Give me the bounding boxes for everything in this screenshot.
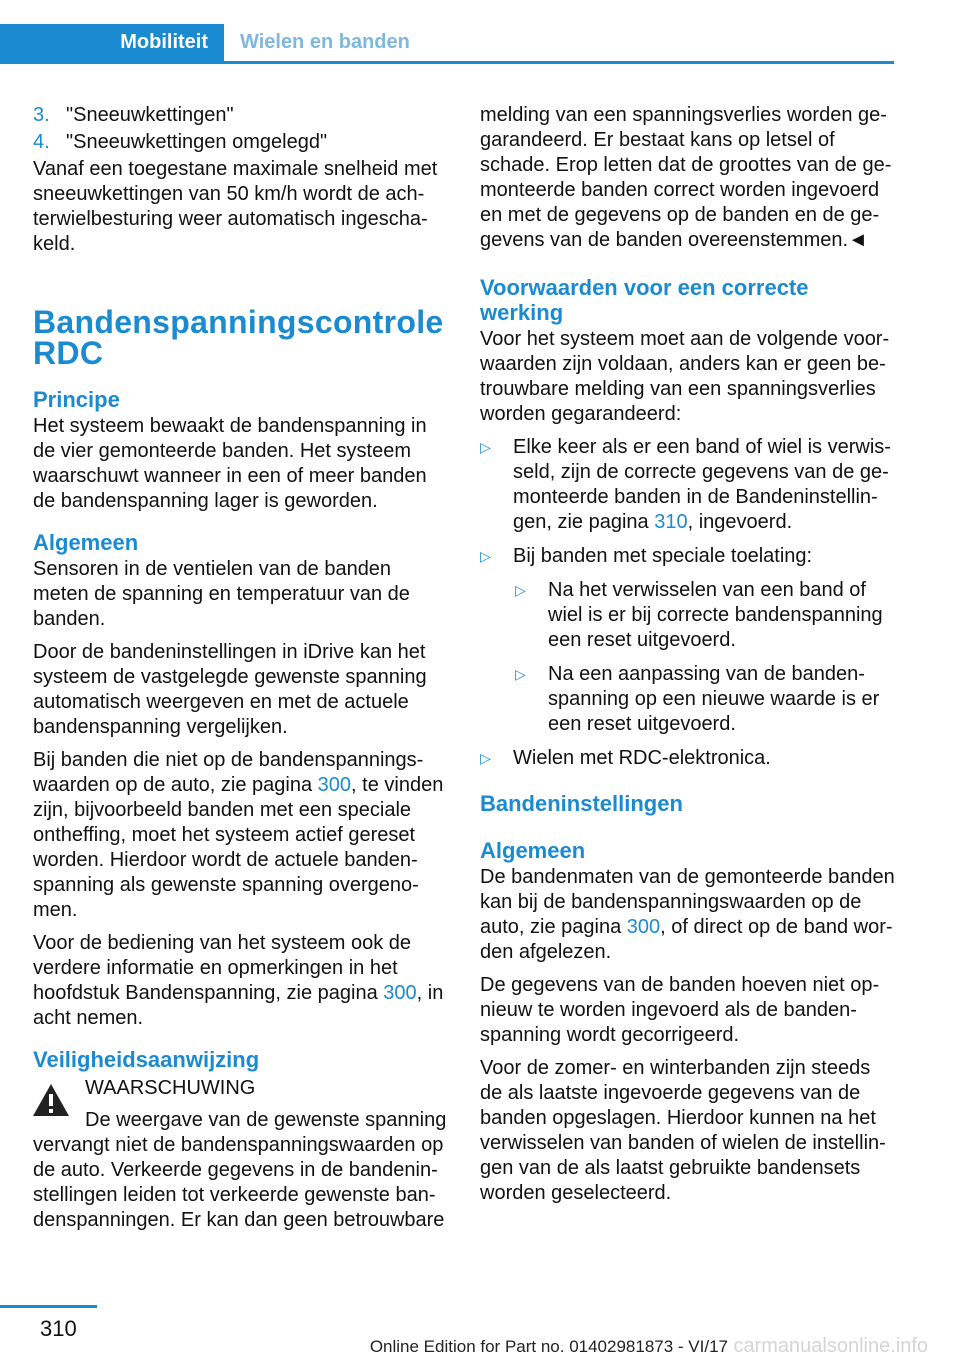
bullet-arrow-icon: ▷	[480, 548, 491, 564]
warning-triangle-icon	[31, 1082, 71, 1118]
list-number: 4.	[33, 131, 50, 153]
warning-title: WAARSCHUWING	[85, 1077, 256, 1099]
text-segment: De bandenmaten van de gemonteerde banden kan bij de bandenspanningswaarden op de auto, zie pagina	[480, 866, 895, 938]
list-text: "Sneeuwkettingen omgelegd"	[66, 131, 328, 153]
text-segment: , ingevoerd.	[687, 511, 793, 533]
page-link-310[interactable]: 310	[654, 511, 688, 533]
page-link-300[interactable]: 300	[383, 982, 417, 1004]
paragraph-principe: Het systeem bewaakt de bandenspanning in de vier gemonteerde banden. Het systeem waarschuwt wanneer in een of meer banden de bandenspanning lager is geworden.	[33, 415, 427, 512]
paragraph-algemeen-4	[33, 931, 449, 1031]
page-link-300[interactable]: 300	[317, 774, 352, 796]
bullet-text: Bij banden met speciale toelating:	[513, 545, 813, 567]
tab-wielen-en-banden[interactable]: Wielen en banden	[240, 31, 410, 53]
text-segment: Elke keer als er een band of wiel is verwis- seld, zijn de correcte gegevens van de ge- monteerde banden in de Bandeninstellin- gen, zie pagina	[513, 436, 891, 533]
warning-text: De weergave van de gewenste spanning vervangt niet de bandenspanningswaarden op de auto. Verkeerde gegevens in de bandenin- stellingen leiden tot verkeerde gewenste ban- denspanningen. Er kan dan geen betrouwbare	[33, 1109, 447, 1231]
paragraph-algemeen-3	[33, 748, 449, 923]
list-item	[480, 544, 896, 569]
watermark: carmanualsonline.info	[733, 1335, 928, 1357]
paragraph-bandeninst-3: Voor de zomer- en winterbanden zijn steeds de als laatste ingevoerde gegevens van de banden opgeslagen. Hierdoor kunnen na het verwisselen van banden of wielen de instellin- gen van de als laatst gebruikte bandensets worden geselecteerd.	[480, 1057, 886, 1204]
list-item	[33, 103, 449, 128]
heading-voorwaarden: Voorwaarden voor een correcte werking	[480, 275, 809, 325]
heading-bandeninstellingen: Bandeninstellingen	[480, 791, 683, 816]
bullet-arrow-icon: ▷	[515, 666, 526, 682]
left-column	[33, 103, 449, 1233]
page-link-300[interactable]: 300	[626, 916, 661, 938]
warning-body	[33, 1108, 449, 1233]
bullet-arrow-icon: ▷	[480, 439, 491, 455]
warning-block	[33, 1076, 449, 1233]
paragraph-bandeninst-2: De gegevens van de banden hoeven niet op- nieuw te worden ingevoerd als de banden- spanning wordt gecorrigeerd.	[480, 974, 880, 1046]
paragraph-voorwaarden: Voor het systeem moet aan de volgende voor- waarden zijn voldaan, anders kan er geen be- trouwbare melding van een spanningsverlies worden gegarandeerd:	[480, 328, 890, 425]
bullet-text	[513, 435, 896, 535]
paragraph-bandeninst-1	[480, 865, 896, 965]
heading-algemeen-2: Algemeen	[480, 838, 586, 863]
warning-continuation: melding van een spanningsverlies worden ge- garandeerd. Er bestaat kans op letsel of schade. Erop letten dat de groottes van de ge- monteerde banden correct worden ingevoerd en met de gegevens op de banden en de ge- gevens van de banden overeenstemmen.◄	[480, 104, 892, 251]
list-item	[480, 746, 896, 771]
page-number: 310	[40, 1316, 77, 1341]
bullet-text: Na het verwisselen van een band of wiel is er bij correcte bandenspanning een reset uitgevoerd.	[548, 579, 883, 651]
bullet-text: Wielen met RDC-elektronica.	[513, 747, 771, 769]
list-item	[480, 435, 896, 535]
heading-algemeen: Algemeen	[33, 530, 139, 555]
bullet-text: Na een aanpassing van de banden- spanning op een nieuwe waarde is er een reset uitgevoerd.	[548, 663, 880, 735]
paragraph-algemeen-2: Door de bandeninstellingen in iDrive kan het systeem de vastgelegde gewenste spanning automatisch weergeven en met de actuele bandenspanning vergelijken.	[33, 641, 427, 738]
heading-veiligheid: Veiligheidsaanwijzing	[33, 1047, 260, 1072]
heading-principe: Principe	[33, 387, 120, 412]
text-segment: Bij banden die niet op de bandenspannings- waarden op de auto, zie pagina	[33, 749, 424, 796]
list-item	[515, 578, 896, 653]
list-number: 3.	[33, 104, 50, 126]
tab-mobiliteit[interactable]: Mobiliteit	[0, 24, 224, 61]
intro-paragraph: Vanaf een toegestane maximale snelheid met sneeuwkettingen van 50 km/h wordt de ach- terwielbesturing weer automatisch ingescha- keld.	[33, 158, 438, 255]
bullet-arrow-icon: ▷	[480, 750, 491, 766]
paragraph-algemeen-1: Sensoren in de ventielen van de banden meten de spanning en temperatuur van de banden.	[33, 558, 410, 630]
right-column	[480, 103, 896, 1214]
list-text: "Sneeuwkettingen"	[66, 104, 234, 126]
text-segment: , of direct op de band wor- den afgelezen.	[480, 916, 893, 963]
page-title: Bandenspanningscontrole RDC	[33, 304, 444, 371]
edition-text: Online Edition for Part no. 01402981873 - VI/17	[369, 1337, 728, 1356]
list-item	[515, 662, 896, 737]
bullet-arrow-icon: ▷	[515, 582, 526, 598]
footer-line	[0, 1305, 97, 1308]
text-segment: Voor de bediening van het systeem ook de verdere informatie en opmerkingen in het hoofdstuk Bandenspanning, zie pagina	[33, 932, 412, 1004]
text-segment: , in acht nemen.	[33, 982, 444, 1029]
text-segment: , te vinden zijn, bijvoorbeeld banden met een speciale ontheffing, moet het systeem actief gereset worden. Hierdoor wordt de actuele banden- spanning als gewenste spanning overgeno- men.	[33, 774, 444, 921]
list-item	[33, 130, 449, 155]
